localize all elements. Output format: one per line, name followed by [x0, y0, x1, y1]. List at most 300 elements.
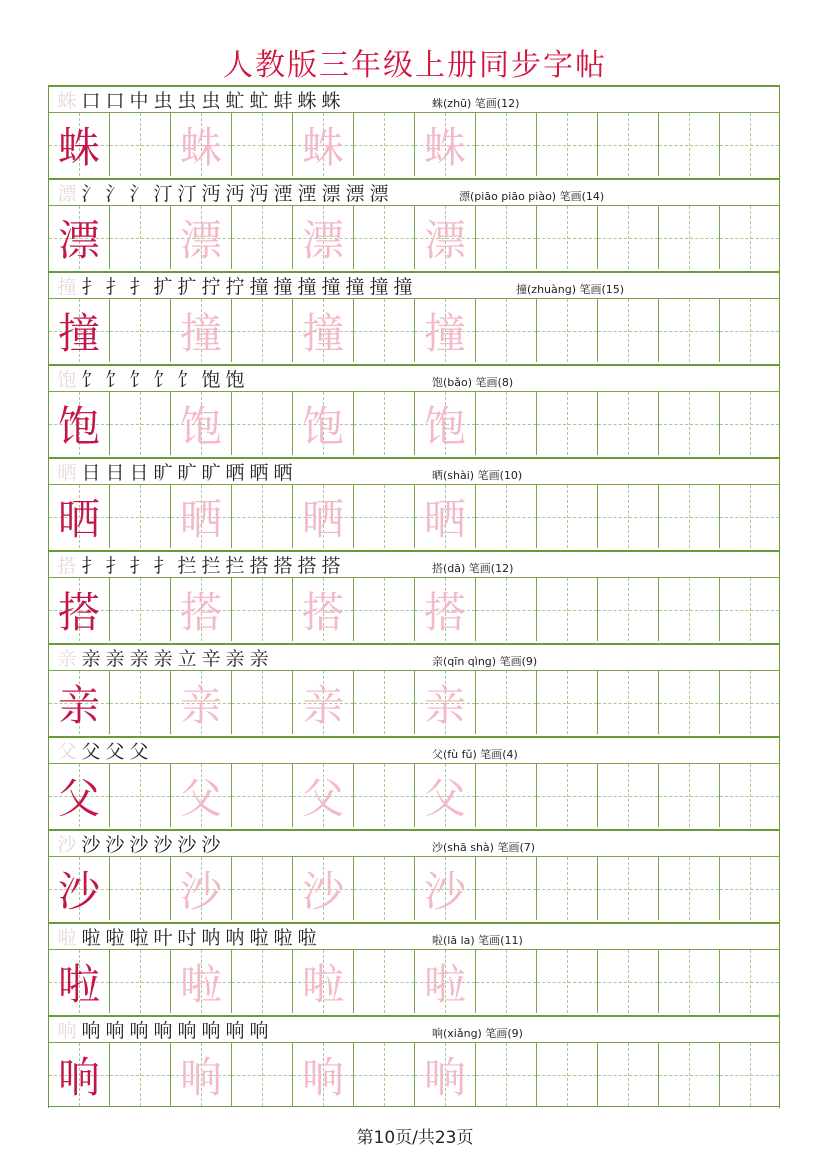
- stroke-step: 啦: [129, 927, 149, 949]
- stroke-step: 立: [177, 648, 197, 670]
- writing-cell[interactable]: [232, 764, 293, 827]
- stroke-step: 氵: [105, 183, 125, 205]
- stroke-step: 响: [105, 1020, 125, 1042]
- writing-cell[interactable]: [171, 206, 232, 269]
- stroke-step: 响: [57, 1020, 77, 1042]
- writing-cell[interactable]: [598, 764, 659, 827]
- stroke-step: 扩: [177, 276, 197, 298]
- sheet-bottom-border: [48, 1106, 780, 1107]
- writing-cell[interactable]: [49, 764, 110, 827]
- writing-cell[interactable]: [49, 206, 110, 269]
- trace-character: 响: [423, 1052, 466, 1102]
- writing-cell[interactable]: [232, 950, 293, 1013]
- stroke-order-header: [49, 85, 779, 113]
- stroke-step: 拦: [201, 555, 221, 577]
- trace-character: 漂: [301, 215, 344, 265]
- writing-cell[interactable]: [598, 671, 659, 734]
- writing-cell[interactable]: [476, 764, 537, 827]
- stroke-step: 扌: [129, 555, 149, 577]
- writing-cell[interactable]: [354, 299, 415, 362]
- writing-cell[interactable]: [476, 392, 537, 455]
- stroke-step: 沔: [249, 183, 269, 205]
- character-block: [49, 829, 779, 922]
- writing-cell[interactable]: [659, 1043, 720, 1106]
- writing-cell[interactable]: [232, 392, 293, 455]
- trace-character: 撞: [423, 308, 466, 358]
- stroke-step: 漂: [57, 183, 77, 205]
- stroke-step: 汀: [153, 183, 173, 205]
- writing-grid-row: [49, 206, 779, 269]
- writing-cell[interactable]: [720, 113, 779, 176]
- writing-cell[interactable]: [659, 764, 720, 827]
- writing-cell[interactable]: [720, 671, 779, 734]
- character-block: [49, 643, 779, 736]
- writing-cell[interactable]: [476, 113, 537, 176]
- writing-cell[interactable]: [598, 392, 659, 455]
- writing-cell[interactable]: [293, 485, 354, 548]
- writing-cell[interactable]: [476, 950, 537, 1013]
- stroke-step: 撞: [345, 276, 365, 298]
- stroke-step: 父: [57, 741, 77, 763]
- stroke-step: 亲: [57, 648, 77, 670]
- stroke-step: 日: [105, 462, 125, 484]
- stroke-step: 旷: [201, 462, 221, 484]
- stroke-step: 饣: [81, 369, 101, 391]
- writing-cell[interactable]: [415, 1043, 476, 1106]
- character-info: 父(fù fǔ) 笔画(4): [432, 748, 518, 761]
- writing-cell[interactable]: [598, 950, 659, 1013]
- character-info: 饱(bǎo) 笔画(8): [432, 376, 514, 389]
- stroke-order-header: [49, 643, 779, 671]
- stroke-step: 撞: [273, 276, 293, 298]
- writing-cell[interactable]: [415, 764, 476, 827]
- writing-cell[interactable]: [537, 671, 598, 734]
- writing-cell[interactable]: [476, 299, 537, 362]
- trace-character: 搭: [423, 587, 466, 637]
- writing-cell[interactable]: [293, 857, 354, 920]
- writing-cell[interactable]: [354, 113, 415, 176]
- model-character: 晒: [57, 494, 100, 544]
- writing-cell[interactable]: [354, 671, 415, 734]
- trace-character: 晒: [423, 494, 466, 544]
- writing-cell[interactable]: [720, 485, 779, 548]
- writing-cell[interactable]: [415, 392, 476, 455]
- trace-character: 响: [179, 1052, 222, 1102]
- writing-cell[interactable]: [293, 299, 354, 362]
- stroke-step: 晒: [273, 462, 293, 484]
- writing-cell[interactable]: [598, 485, 659, 548]
- stroke-step: 亲: [81, 648, 101, 670]
- character-block: [49, 1015, 779, 1108]
- trace-character: 啦: [423, 959, 466, 1009]
- writing-cell[interactable]: [659, 392, 720, 455]
- stroke-step: 叶: [153, 927, 173, 949]
- writing-grid-row: [49, 671, 779, 734]
- writing-cell[interactable]: [659, 578, 720, 641]
- writing-cell[interactable]: [49, 671, 110, 734]
- stroke-order-header: [49, 736, 779, 764]
- writing-cell[interactable]: [354, 206, 415, 269]
- stroke-step: 啦: [81, 927, 101, 949]
- writing-cell[interactable]: [354, 392, 415, 455]
- writing-cell[interactable]: [720, 857, 779, 920]
- writing-cell[interactable]: [171, 392, 232, 455]
- writing-cell[interactable]: [537, 392, 598, 455]
- stroke-step: 漂: [321, 183, 341, 205]
- stroke-step: 父: [105, 741, 125, 763]
- writing-cell[interactable]: [598, 1043, 659, 1106]
- writing-cell[interactable]: [49, 113, 110, 176]
- character-info: 蛛(zhū) 笔画(12): [432, 97, 520, 110]
- writing-cell[interactable]: [110, 950, 171, 1013]
- writing-cell[interactable]: [598, 857, 659, 920]
- writing-cell[interactable]: [415, 578, 476, 641]
- character-info: 啦(lā la) 笔画(11): [432, 934, 523, 947]
- writing-cell[interactable]: [293, 578, 354, 641]
- stroke-step: 亲: [153, 648, 173, 670]
- writing-cell[interactable]: [476, 485, 537, 548]
- writing-cell[interactable]: [171, 857, 232, 920]
- stroke-step: 口: [105, 90, 125, 112]
- writing-cell[interactable]: [110, 299, 171, 362]
- stroke-step: 虻: [249, 90, 269, 112]
- writing-cell[interactable]: [537, 950, 598, 1013]
- model-character: 搭: [57, 587, 100, 637]
- character-info: 亲(qīn qìng) 笔画(9): [432, 655, 538, 668]
- stroke-step: 蚌: [273, 90, 293, 112]
- writing-cell[interactable]: [354, 485, 415, 548]
- writing-cell[interactable]: [232, 299, 293, 362]
- character-block: [49, 178, 779, 271]
- character-block: [49, 364, 779, 457]
- writing-cell[interactable]: [537, 578, 598, 641]
- writing-cell[interactable]: [415, 857, 476, 920]
- writing-cell[interactable]: [110, 206, 171, 269]
- stroke-step: 虫: [153, 90, 173, 112]
- writing-cell[interactable]: [720, 1043, 779, 1106]
- writing-cell[interactable]: [49, 392, 110, 455]
- stroke-order-sequence: [55, 740, 151, 764]
- writing-cell[interactable]: [49, 485, 110, 548]
- model-character: 亲: [57, 680, 100, 730]
- trace-character: 饱: [301, 401, 344, 451]
- stroke-step: 搭: [273, 555, 293, 577]
- writing-cell[interactable]: [110, 113, 171, 176]
- writing-cell[interactable]: [354, 764, 415, 827]
- character-info: 晒(shài) 笔画(10): [432, 469, 523, 482]
- writing-cell[interactable]: [293, 1043, 354, 1106]
- writing-cell[interactable]: [354, 857, 415, 920]
- stroke-step: 晒: [249, 462, 269, 484]
- writing-cell[interactable]: [110, 485, 171, 548]
- writing-cell[interactable]: [171, 950, 232, 1013]
- stroke-step: 晒: [225, 462, 245, 484]
- writing-cell[interactable]: [476, 206, 537, 269]
- writing-cell[interactable]: [232, 485, 293, 548]
- character-block: [49, 457, 779, 550]
- model-character: 漂: [57, 215, 100, 265]
- writing-cell[interactable]: [415, 485, 476, 548]
- stroke-step: 沔: [201, 183, 221, 205]
- writing-cell[interactable]: [171, 113, 232, 176]
- character-info: 搭(dā) 笔画(12): [432, 562, 514, 575]
- writing-cell[interactable]: [537, 485, 598, 548]
- stroke-order-header: [49, 829, 779, 857]
- trace-character: 亲: [179, 680, 222, 730]
- writing-cell[interactable]: [110, 857, 171, 920]
- stroke-step: 亲: [249, 648, 269, 670]
- character-info: 沙(shā shà) 笔画(7): [432, 841, 536, 854]
- stroke-step: 蛛: [57, 90, 77, 112]
- writing-cell[interactable]: [476, 671, 537, 734]
- writing-cell[interactable]: [232, 113, 293, 176]
- stroke-step: 日: [129, 462, 149, 484]
- writing-cell[interactable]: [415, 671, 476, 734]
- trace-character: 饱: [423, 401, 466, 451]
- stroke-step: 响: [177, 1020, 197, 1042]
- trace-character: 漂: [423, 215, 466, 265]
- writing-cell[interactable]: [537, 299, 598, 362]
- stroke-order-sequence: [55, 926, 319, 950]
- writing-cell[interactable]: [232, 206, 293, 269]
- writing-cell[interactable]: [537, 1043, 598, 1106]
- trace-character: 啦: [179, 959, 222, 1009]
- stroke-step: 呐: [201, 927, 221, 949]
- writing-cell[interactable]: [720, 578, 779, 641]
- stroke-step: 亲: [225, 648, 245, 670]
- writing-cell[interactable]: [537, 764, 598, 827]
- stroke-order-header: [49, 271, 779, 299]
- model-character: 蛛: [57, 122, 100, 172]
- trace-character: 沙: [179, 866, 222, 916]
- writing-cell[interactable]: [110, 392, 171, 455]
- character-info: 撞(zhuàng) 笔画(15): [516, 283, 625, 296]
- stroke-step: 吋: [177, 927, 197, 949]
- writing-grid-row: [49, 578, 779, 641]
- stroke-order-header: [49, 457, 779, 485]
- stroke-step: 扩: [153, 276, 173, 298]
- writing-cell[interactable]: [232, 857, 293, 920]
- stroke-step: 氵: [81, 183, 101, 205]
- writing-cell[interactable]: [720, 950, 779, 1013]
- stroke-order-sequence: [55, 182, 391, 206]
- page-number: 第10页/共23页: [356, 1128, 474, 1148]
- writing-cell[interactable]: [720, 299, 779, 362]
- stroke-step: 晒: [57, 462, 77, 484]
- practice-sheet: [48, 85, 780, 1108]
- stroke-order-header: [49, 364, 779, 392]
- stroke-step: 沙: [105, 834, 125, 856]
- writing-cell[interactable]: [232, 671, 293, 734]
- stroke-step: 沙: [81, 834, 101, 856]
- writing-cell[interactable]: [476, 578, 537, 641]
- writing-cell[interactable]: [415, 950, 476, 1013]
- writing-cell[interactable]: [49, 857, 110, 920]
- writing-cell[interactable]: [659, 950, 720, 1013]
- writing-cell[interactable]: [171, 578, 232, 641]
- writing-cell[interactable]: [49, 950, 110, 1013]
- writing-cell[interactable]: [598, 299, 659, 362]
- stroke-step: 扌: [105, 276, 125, 298]
- writing-cell[interactable]: [659, 206, 720, 269]
- trace-character: 晒: [179, 494, 222, 544]
- stroke-order-sequence: [55, 554, 343, 578]
- writing-cell[interactable]: [171, 485, 232, 548]
- character-block: [49, 736, 779, 829]
- writing-cell[interactable]: [476, 857, 537, 920]
- writing-cell[interactable]: [49, 1043, 110, 1106]
- stroke-order-header: [49, 178, 779, 206]
- stroke-step: 蛛: [321, 90, 341, 112]
- writing-cell[interactable]: [110, 1043, 171, 1106]
- stroke-step: 口: [81, 90, 101, 112]
- writing-cell[interactable]: [354, 1043, 415, 1106]
- writing-cell[interactable]: [293, 764, 354, 827]
- writing-cell[interactable]: [537, 857, 598, 920]
- stroke-step: 饣: [177, 369, 197, 391]
- stroke-step: 汀: [177, 183, 197, 205]
- trace-character: 搭: [179, 587, 222, 637]
- writing-cell[interactable]: [659, 671, 720, 734]
- writing-cell[interactable]: [537, 206, 598, 269]
- writing-cell[interactable]: [598, 113, 659, 176]
- writing-cell[interactable]: [171, 1043, 232, 1106]
- stroke-order-sequence: [55, 275, 415, 299]
- trace-character: 撞: [179, 308, 222, 358]
- stroke-step: 搭: [57, 555, 77, 577]
- stroke-step: 搭: [249, 555, 269, 577]
- writing-cell[interactable]: [293, 392, 354, 455]
- stroke-step: 沙: [153, 834, 173, 856]
- stroke-step: 虫: [201, 90, 221, 112]
- stroke-step: 响: [249, 1020, 269, 1042]
- stroke-order-sequence: [55, 647, 271, 671]
- writing-cell[interactable]: [110, 764, 171, 827]
- writing-cell[interactable]: [720, 206, 779, 269]
- stroke-order-sequence: [55, 89, 343, 113]
- writing-cell[interactable]: [49, 578, 110, 641]
- trace-character: 亲: [301, 680, 344, 730]
- stroke-step: 啦: [297, 927, 317, 949]
- stroke-step: 响: [201, 1020, 221, 1042]
- stroke-step: 撞: [249, 276, 269, 298]
- stroke-step: 旷: [153, 462, 173, 484]
- writing-cell[interactable]: [598, 206, 659, 269]
- stroke-order-header: [49, 922, 779, 950]
- writing-cell[interactable]: [171, 671, 232, 734]
- writing-cell[interactable]: [293, 113, 354, 176]
- writing-cell[interactable]: [415, 113, 476, 176]
- stroke-step: 亲: [129, 648, 149, 670]
- writing-cell[interactable]: [49, 299, 110, 362]
- character-block: [49, 550, 779, 643]
- stroke-step: 响: [225, 1020, 245, 1042]
- writing-grid-row: [49, 113, 779, 176]
- stroke-step: 呐: [225, 927, 245, 949]
- writing-grid-row: [49, 299, 779, 362]
- trace-character: 父: [423, 773, 466, 823]
- stroke-step: 啦: [105, 927, 125, 949]
- writing-cell[interactable]: [293, 671, 354, 734]
- stroke-step: 搭: [297, 555, 317, 577]
- stroke-step: 扌: [81, 276, 101, 298]
- model-character: 响: [57, 1052, 100, 1102]
- stroke-step: 饱: [57, 369, 77, 391]
- stroke-step: 拧: [201, 276, 221, 298]
- writing-cell[interactable]: [659, 485, 720, 548]
- trace-character: 饱: [179, 401, 222, 451]
- writing-cell[interactable]: [476, 1043, 537, 1106]
- stroke-order-sequence: [55, 461, 295, 485]
- writing-cell[interactable]: [293, 206, 354, 269]
- character-info: 响(xiǎng) 笔画(9): [432, 1027, 523, 1040]
- writing-cell[interactable]: [537, 113, 598, 176]
- stroke-step: 沙: [201, 834, 221, 856]
- trace-character: 蛛: [179, 122, 222, 172]
- model-character: 啦: [57, 959, 100, 1009]
- writing-cell[interactable]: [720, 764, 779, 827]
- stroke-step: 扌: [153, 555, 173, 577]
- trace-character: 晒: [301, 494, 344, 544]
- stroke-step: 辛: [201, 648, 221, 670]
- stroke-step: 撞: [57, 276, 77, 298]
- stroke-order-header: [49, 550, 779, 578]
- stroke-step: 啦: [57, 927, 77, 949]
- writing-cell[interactable]: [232, 578, 293, 641]
- model-character: 饱: [57, 401, 100, 451]
- model-character: 沙: [57, 866, 100, 916]
- trace-character: 漂: [179, 215, 222, 265]
- writing-grid-row: [49, 857, 779, 920]
- stroke-step: 旷: [177, 462, 197, 484]
- writing-cell[interactable]: [659, 299, 720, 362]
- writing-grid-row: [49, 1043, 779, 1106]
- stroke-step: 拦: [177, 555, 197, 577]
- writing-grid-row: [49, 485, 779, 548]
- writing-cell[interactable]: [293, 950, 354, 1013]
- writing-cell[interactable]: [110, 578, 171, 641]
- stroke-step: 撞: [369, 276, 389, 298]
- writing-cell[interactable]: [598, 578, 659, 641]
- trace-character: 父: [301, 773, 344, 823]
- character-block: [49, 922, 779, 1015]
- writing-cell[interactable]: [171, 764, 232, 827]
- model-character: 撞: [57, 308, 100, 358]
- writing-cell[interactable]: [659, 113, 720, 176]
- writing-cell[interactable]: [659, 857, 720, 920]
- writing-cell[interactable]: [354, 578, 415, 641]
- writing-cell[interactable]: [415, 206, 476, 269]
- stroke-step: 拧: [225, 276, 245, 298]
- stroke-order-header: [49, 1015, 779, 1043]
- trace-character: 响: [301, 1052, 344, 1102]
- page-title: 人教版三年级上册同步字帖: [223, 48, 607, 83]
- trace-character: 蛛: [301, 122, 344, 172]
- writing-cell[interactable]: [354, 950, 415, 1013]
- stroke-step: 湮: [273, 183, 293, 205]
- stroke-step: 漂: [345, 183, 365, 205]
- stroke-step: 啦: [273, 927, 293, 949]
- writing-cell[interactable]: [171, 299, 232, 362]
- writing-cell[interactable]: [720, 392, 779, 455]
- writing-cell[interactable]: [415, 299, 476, 362]
- stroke-step: 父: [129, 741, 149, 763]
- stroke-step: 饣: [129, 369, 149, 391]
- writing-cell[interactable]: [232, 1043, 293, 1106]
- writing-grid-row: [49, 950, 779, 1013]
- stroke-step: 亲: [105, 648, 125, 670]
- writing-cell[interactable]: [110, 671, 171, 734]
